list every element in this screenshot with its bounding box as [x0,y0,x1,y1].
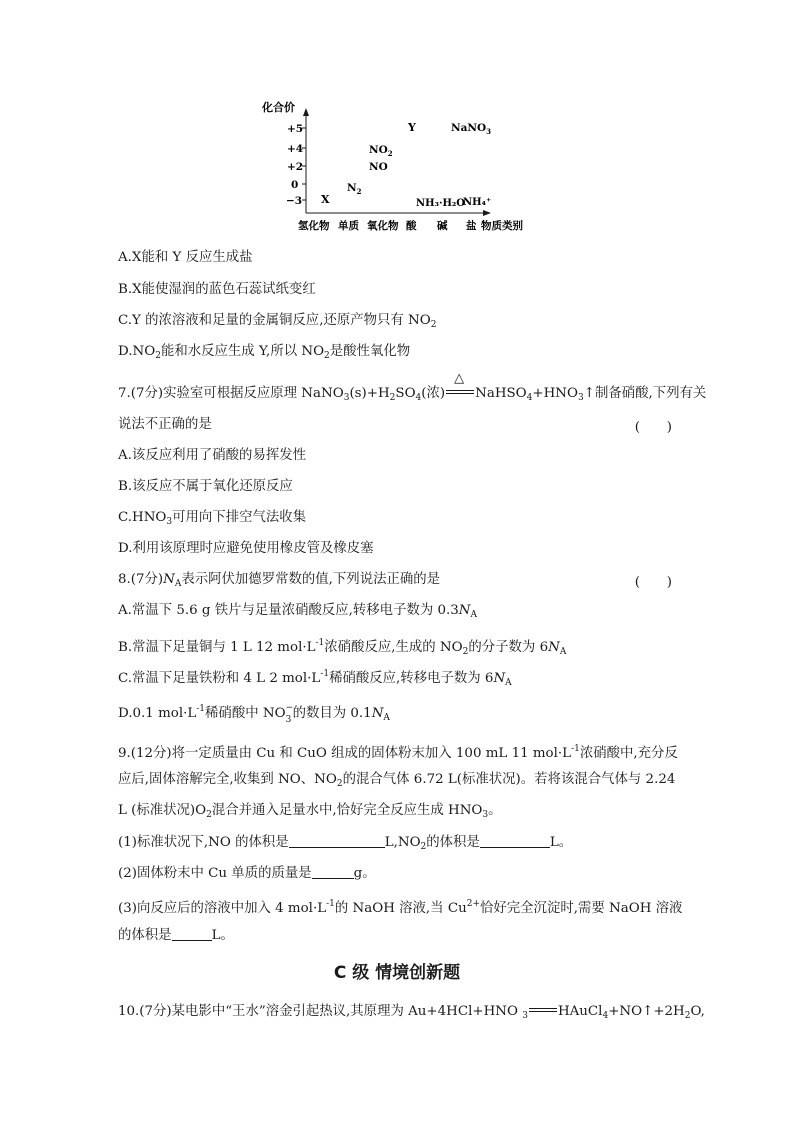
q7-option-d: D.利用该原理时应避免使用橡皮管及橡皮塞 [118,541,374,556]
heating-equals-sign: △ [445,387,475,401]
point-NaNO3: NaNO$_3$ [451,122,492,136]
q9-part1: (1)标准状况下,NO 的体积是 $L,NO_2$的体积是 L。 [118,835,573,852]
y-axis-arrow [303,108,309,116]
q6-option-a: A.X能和 Y 反应生成盐 [118,250,253,265]
equals-sign [528,1005,558,1019]
q8-option-c: C.常温下足量铁粉和 4 L 2 $mol\cdot L^{-1}$稀硝酸反应,转移电子数为 $6N_A$ [118,669,512,688]
y-tick-label: +4 [287,143,304,155]
q8-answer-paren: ( ) [634,575,672,590]
q6-option-b: B.X能使湿润的蓝色石蕊试纸变红 [118,282,316,297]
q9-stem-line3: L (标准状况)$O_2$混合并通入足量水中,恰好完全反应生成 $HNO_3$。 [118,803,502,820]
q7-stem-line1: 7.(7分)实验室可根据反应原理 $NaNO_3(s)+H_2SO_4$(浓) △ $NaHSO_4+HNO_3↑$制备硝酸,下列有关 [118,370,707,403]
q9-part3: (3)向反应后的溶液中加入 4 $mol\cdot L^{-1}$的 NaOH 溶液,当 $Cu^{2+}$恰好完全沉淀时,需要 NaOH 溶液 [118,899,683,916]
x-category-label: 单质 [338,220,359,232]
q6-option-c: C.Y 的浓溶液和足量的金属铜反应,还原产物只有 $NO_2$ [118,313,437,330]
q7-option-a: A.该反应利用了硝酸的易挥发性 [118,448,307,463]
x-category-label: 盐 [466,220,477,232]
point-NH4: NH₄⁺ [463,197,492,208]
x-category-label: 氧化物 [367,220,399,232]
q10-stem: 10.(7分)某电影中“王水”溶金引起热议,其原理为 Au+4HCl+HNO $_3$ $HAuCl_4+NO↑+2H_2O$, [118,1004,705,1021]
point-Y: Y [408,121,416,134]
q7-stem-line2: 说法不正确的是 [118,417,212,432]
point-X: X [321,193,330,206]
q8-option-a: A.常温下 5.6 g 铁片与足量浓硝酸反应,转移电子数为 $0.3N_A$ [118,603,478,620]
y-tick-label: +2 [287,161,304,173]
point-NO2: $NO_2$ [369,144,393,158]
q7-option-c: $C.HNO_3$可用向下排空气法收集 [118,510,307,527]
point-N2: $N_2$ [347,182,362,196]
q9-part3-cont: 的体积是 L。 [118,928,234,943]
q8-option-b: B.常温下足量铜与 1 L 12 $mol\cdot L^{-1}$浓硝酸反应,生成的 $NO_2$的分子数为 $6N_A$ [118,638,567,657]
x-axis-arrow [483,210,491,216]
answer-blank[interactable] [172,926,212,941]
x-axis-title: 物质类别 [481,220,523,232]
point-NH3H2O: NH₃·H₂O [416,198,465,209]
q8-option-d: D.0.1 $mol\cdot L^{-1}$稀硝酸中 NO − 3 的数目为 $0.1N_A$ [118,703,390,725]
y-tick-label: 0 [291,179,299,191]
x-category-label: 酸 [406,220,417,232]
answer-blank[interactable] [312,864,354,879]
q8-stem: 8.(7分)$N_A$表示阿伏加德罗常数的值,下列说法正确的是 [118,572,441,589]
q7-answer-paren: ( ) [634,420,672,435]
answer-blank[interactable] [480,833,550,848]
point-NO: NO [369,161,388,173]
y-tick-label: +5 [287,123,304,135]
answer-blank[interactable] [289,833,385,848]
valence-category-diagram [0,0,794,240]
x-category-label: 氢化物 [298,220,330,232]
q9-stem-line2: 应后,固体溶解完全,收集到 NO、$NO_2$的混合气体 6.72 L(标准状况)。若将该混合气体与 2.24 [118,772,676,789]
x-category-label: 碱 [437,220,448,232]
y-axis-title: 化合价 [262,101,295,114]
section-heading: C 级 情境创新题 [333,963,461,983]
y-tick-label: −3 [286,195,303,207]
q6-option-d: $D.NO_2$能和水反应生成 Y,所以 $NO_2$是酸性氧化物 [118,344,411,361]
q9-stem-line1: 9.(12分)将一定质量由 Cu 和 CuO 组成的固体粉末加入 100 mL 11 $mol\cdot L^{-1}$浓硝酸中,充分反 [118,744,678,761]
q9-part2: (2)固体粉末中 Cu 单质的质量是 g。 [118,866,376,881]
q7-option-b: B.该反应不属于氧化还原反应 [118,479,293,494]
